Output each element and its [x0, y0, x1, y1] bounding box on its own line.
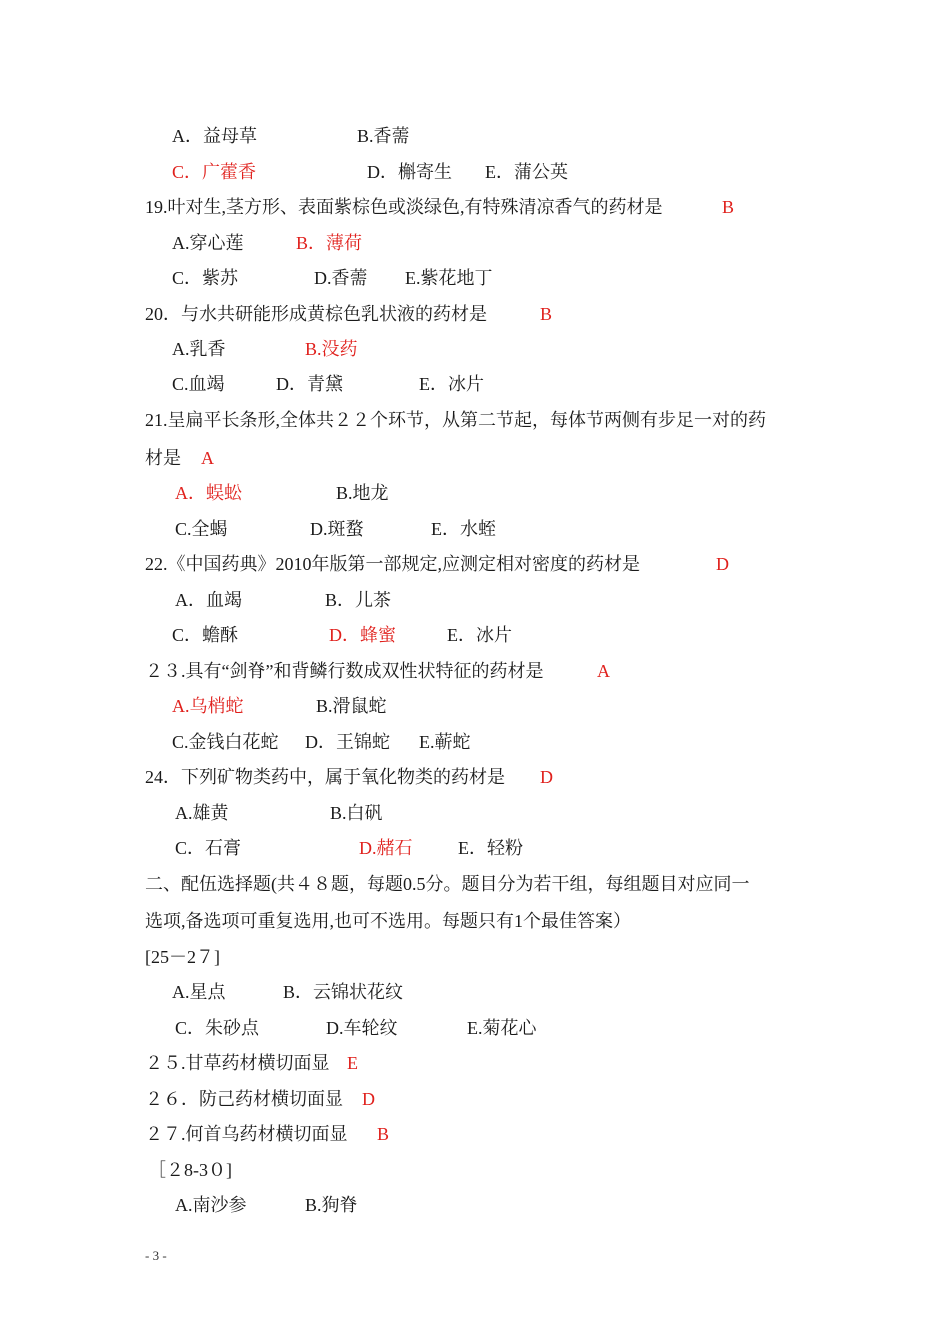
question-text: E．水蛭	[431, 519, 496, 539]
question-text: C．朱砂点	[175, 1018, 260, 1038]
answer-text: D	[540, 767, 553, 787]
question-text: A．血竭	[175, 590, 242, 610]
question-text: D.斑蝥	[310, 519, 364, 539]
answer-text: D．蜂蜜	[329, 625, 396, 645]
question-text: C.血竭	[172, 374, 225, 394]
question-text: E．蒲公英	[485, 162, 568, 182]
question-text: B．云锦状花纹	[283, 982, 404, 1002]
question-text: B.香薷	[357, 126, 410, 146]
question-text: 24．下列矿物类药中，属于氧化物类的药材是	[145, 767, 505, 787]
answer-text: D.赭石	[359, 838, 413, 858]
question-text: A.星点	[172, 982, 226, 1002]
question-text: ２５.甘草药材横切面显	[145, 1053, 330, 1073]
question-text: 选项,备选项可重复选用,也可不选用。每题只有1个最佳答案）	[145, 911, 631, 931]
question-text: E．冰片	[419, 374, 484, 394]
answer-text: A．蜈蚣	[175, 483, 242, 503]
answer-text: A	[597, 661, 610, 681]
question-text: D．青黛	[276, 374, 343, 394]
question-text: A.穿心莲	[172, 233, 244, 253]
answer-text: B	[722, 197, 735, 217]
question-text: 20．与水共研能形成黄棕色乳状液的药材是	[145, 304, 487, 324]
question-text: D．王锦蛇	[305, 732, 390, 752]
answer-text: A	[201, 448, 214, 468]
answer-text: B．薄荷	[296, 233, 363, 253]
question-text: E．冰片	[447, 625, 512, 645]
question-text: E.紫花地丁	[405, 268, 493, 288]
question-text: 19.叶对生,茎方形、表面紫棕色或淡绿色,有特殊清凉香气的药材是	[145, 197, 663, 217]
question-text: C．石膏	[175, 838, 242, 858]
answer-text: C．广藿香	[172, 162, 257, 182]
question-text: B.滑鼠蛇	[316, 696, 387, 716]
question-text: 材是	[145, 448, 181, 468]
question-text: E.蕲蛇	[419, 732, 471, 752]
question-text: A．益母草	[172, 126, 257, 146]
question-text: 22.《中国药典》2010年版第一部规定,应测定相对密度的药材是	[145, 554, 640, 574]
question-text: 二、配伍选择题(共４８题，每题0.5分。题目分为若干组，每组题目对应同一	[145, 874, 750, 894]
answer-text: B	[540, 304, 553, 324]
question-text: D.车轮纹	[326, 1018, 398, 1038]
question-text: D.香薷	[314, 268, 368, 288]
question-text: C．紫苏	[172, 268, 239, 288]
question-text: D．槲寄生	[367, 162, 452, 182]
question-text: C.金钱白花蛇	[172, 732, 279, 752]
question-text: 21.呈扁平长条形,全体共２２个环节，从第二节起，每体节两侧有步足一对的药	[145, 410, 766, 430]
question-text: A.南沙参	[175, 1195, 247, 1215]
question-text: ２７.何首乌药材横切面显	[145, 1124, 348, 1144]
question-text: B.狗脊	[305, 1195, 358, 1215]
question-text: B．儿茶	[325, 590, 392, 610]
page-number: - 3 -	[145, 1248, 167, 1263]
question-text: ２３.具有“剑脊”和背鳞行数成双性状特征的药材是	[145, 661, 544, 681]
question-text: E.菊花心	[467, 1018, 537, 1038]
answer-text: D	[716, 554, 729, 574]
question-text: C.全蝎	[175, 519, 228, 539]
question-text: E．轻粉	[458, 838, 523, 858]
answer-text: E	[347, 1053, 358, 1073]
question-text: B.白矾	[330, 803, 383, 823]
question-text: A.雄黄	[175, 803, 229, 823]
question-text: ２６．防己药材横切面显	[145, 1089, 343, 1109]
question-text: [25－2７]	[145, 947, 220, 967]
question-text: B.地龙	[336, 483, 389, 503]
answer-text: A.乌梢蛇	[172, 696, 244, 716]
answer-text: B.没药	[305, 339, 358, 359]
question-text: ［２8-3０]	[148, 1160, 232, 1180]
answer-text: B	[377, 1124, 390, 1144]
answer-text: D	[362, 1089, 375, 1109]
question-text: C．蟾酥	[172, 625, 239, 645]
question-text: A.乳香	[172, 339, 226, 359]
